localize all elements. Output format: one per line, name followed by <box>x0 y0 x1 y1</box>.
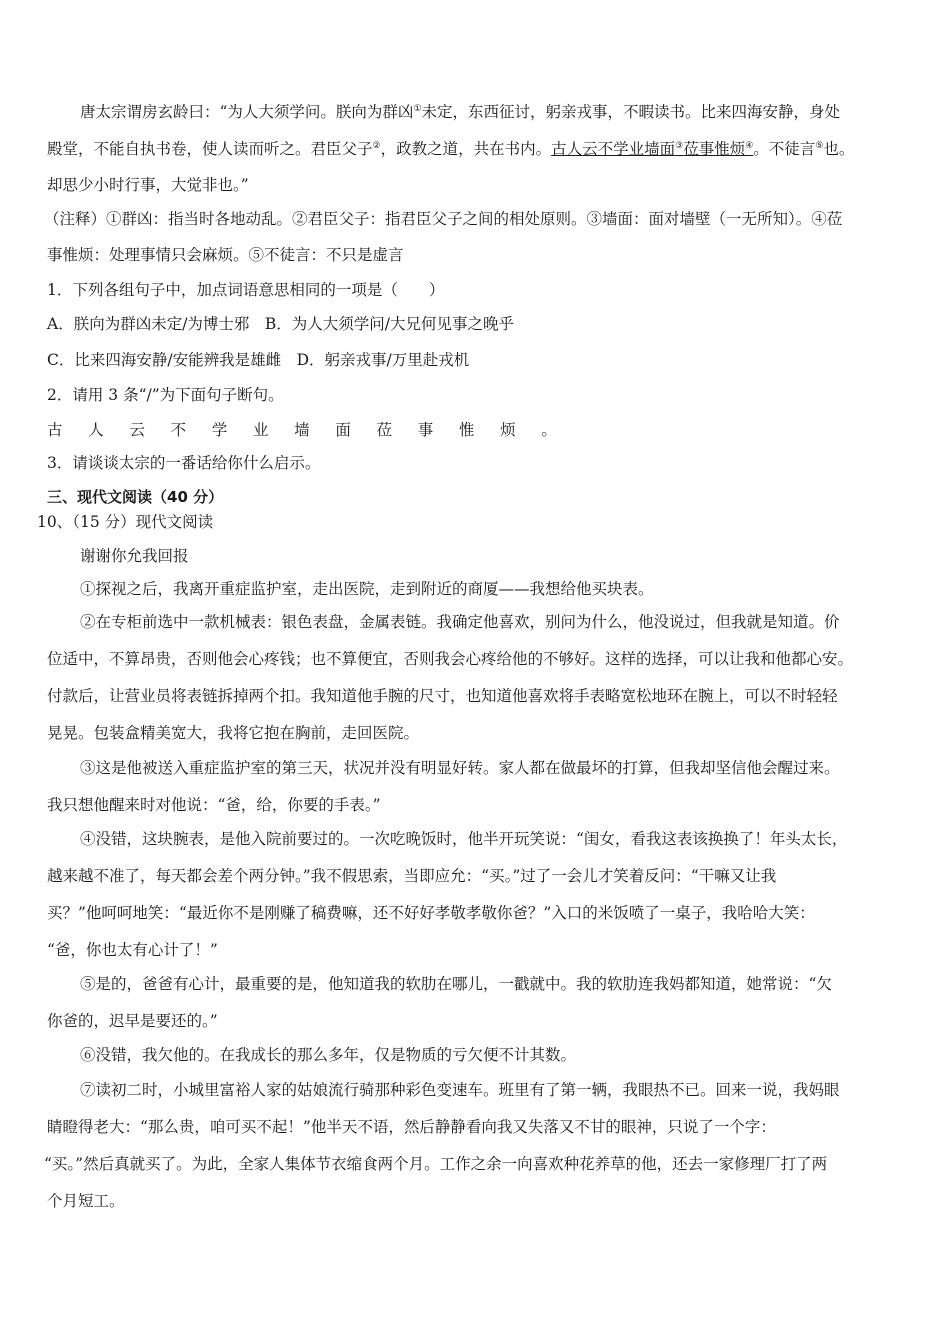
annotation-line-1: （注释）①群凶：指当时各地动乱。②君臣父子：指君臣父子之间的相处原则。③墙面：面对墙壁（一无所知）。④莅 <box>44 210 843 228</box>
footnote-marker: ① <box>413 104 422 114</box>
essay-paragraph-4-line-2: 越来越不准了，每天都会差个两分钟。”我不假思索，当即应允：“买。”过了一会儿才笑着反问：“干嘛又让我 <box>47 867 777 885</box>
question-1: 1．下列各组句子中，加点词语意思相同的一项是（ ） <box>47 281 445 299</box>
essay-paragraph-1: ①探视之后，我离开重症监护室，走出医院，走到附近的商厦——我想给他买块表。 <box>80 580 654 598</box>
essay-paragraph-5-line-1: ⑤是的，爸爸有心计，最重要的是，他知道我的软肋在哪儿，一戳就中。我的软肋连我妈都知道，她常说：“欠 <box>80 975 832 993</box>
essay-paragraph-7-line-3: “买。”然后真就买了。为此，全家人集体节衣缩食两个月。工作之余一向喜欢种花养草的他，还去一家修理厂打了两 <box>44 1155 828 1173</box>
question-2-sentence: 古 人 云 不 学 业 墙 面 莅 事 惟 烦 。 <box>47 421 557 439</box>
annotation-line-2: 事惟烦：处理事情只会麻烦。⑤不徒言：不只是虚言 <box>47 246 404 264</box>
question-2: 2．请用 3 条“/”为下面句子断句。 <box>47 386 284 404</box>
question-1-options-ab: A．朕向为群凶未定/为博士邪 B．为人大须学问/大兄何见事之晚乎 <box>47 315 515 333</box>
section-heading: 三、现代文阅读（40 分） <box>47 488 224 506</box>
essay-paragraph-5-line-2: 你爸的，迟早是要还的。” <box>47 1012 218 1030</box>
question-10-heading: 10、（15 分）现代文阅读 <box>37 513 214 531</box>
footnote-marker: ② <box>372 141 381 151</box>
classical-paragraph-line-2: 殿堂，不能自执书卷，使人读而听之。君臣父子②，政教之道，共在书内。古人云不学业墙面③莅事惟烦④。不徒言⑤也。 <box>47 140 855 158</box>
essay-title: 谢谢你允我回报 <box>80 547 189 565</box>
essay-paragraph-2-line-4: 晃晃。包装盒精美宽大，我将它抱在胸前，走回医院。 <box>47 724 420 742</box>
underlined-sentence: 古人云不学业墙面③莅事惟烦④ <box>551 140 754 158</box>
essay-paragraph-3-line-2: 我只想他醒来时对他说：“爸，给，你要的手表。” <box>47 796 381 814</box>
essay-paragraph-7-line-1: ⑦读初二时，小城里富裕人家的姑娘流行骑那种彩色变速车。班里有了第一辆，我眼热不已。回来一说，我妈眼 <box>80 1081 840 1099</box>
classical-paragraph-line-1: 唐太宗谓房玄龄曰：“为人大须学问。朕向为群凶①未定，东西征讨，躬亲戎事，不暇读书。比来四海安静，身处 <box>80 103 841 121</box>
essay-paragraph-7-line-2: 睛瞪得老大：“那么贵，咱可买不起！”他半天不语，然后静静看向我又失落又不甘的眼神，只说了一个字： <box>47 1118 776 1136</box>
question-3: 3．请谈谈太宗的一番话给你什么启示。 <box>47 454 321 472</box>
essay-paragraph-2-line-3: 付款后，让营业员将表链拆掉两个扣。我知道他手腕的尺寸，也知道他喜欢将手表略宽松地环在腕上，可以不时轻轻 <box>47 687 838 705</box>
essay-paragraph-2-line-2: 位适中，不算昂贵，否则他会心疼钱；也不算便宜，否则我会心疼给他的不够好。这样的选择，可以让我和他都心安。 <box>47 650 854 668</box>
essay-paragraph-7-line-4: 个月短工。 <box>47 1192 125 1210</box>
essay-paragraph-3-line-1: ③这是他被送入重症监护室的第三天，状况并没有明显好转。家人都在做最坏的打算，但我却坚信他会醒过来。 <box>80 759 840 777</box>
essay-paragraph-6: ⑥没错，我欠他的。在我成长的那么多年，仅是物质的亏欠便不计其数。 <box>80 1046 577 1064</box>
footnote-marker: ⑤ <box>815 141 824 151</box>
essay-paragraph-4-line-1: ④没错，这块腕表，是他入院前要过的。一次吃晚饭时，他半开玩笑说：“闺女，看我这表该换换了！年头太长， <box>80 830 848 848</box>
essay-paragraph-4-line-3: 买？”他呵呵地笑：“最近你不是刚赚了稿费嘛，还不好好孝敬孝敬你爸？”入口的米饭喷了一桌子，我哈哈大笑： <box>47 904 815 922</box>
essay-paragraph-4-line-4: “爸，你也太有心计了！” <box>47 941 218 959</box>
classical-paragraph-line-3: 却思少小时行事，大觉非也。” <box>47 176 249 194</box>
question-1-options-cd: C．比来四海安静/安能辨我是雄雌 D．躬亲戎事/万里赴戎机 <box>47 351 470 369</box>
essay-paragraph-2-line-1: ②在专柜前选中一款机械表：银色表盘，金属表链。我确定他喜欢，别问为什么，他没说过，但我就是知道。价 <box>80 613 840 631</box>
